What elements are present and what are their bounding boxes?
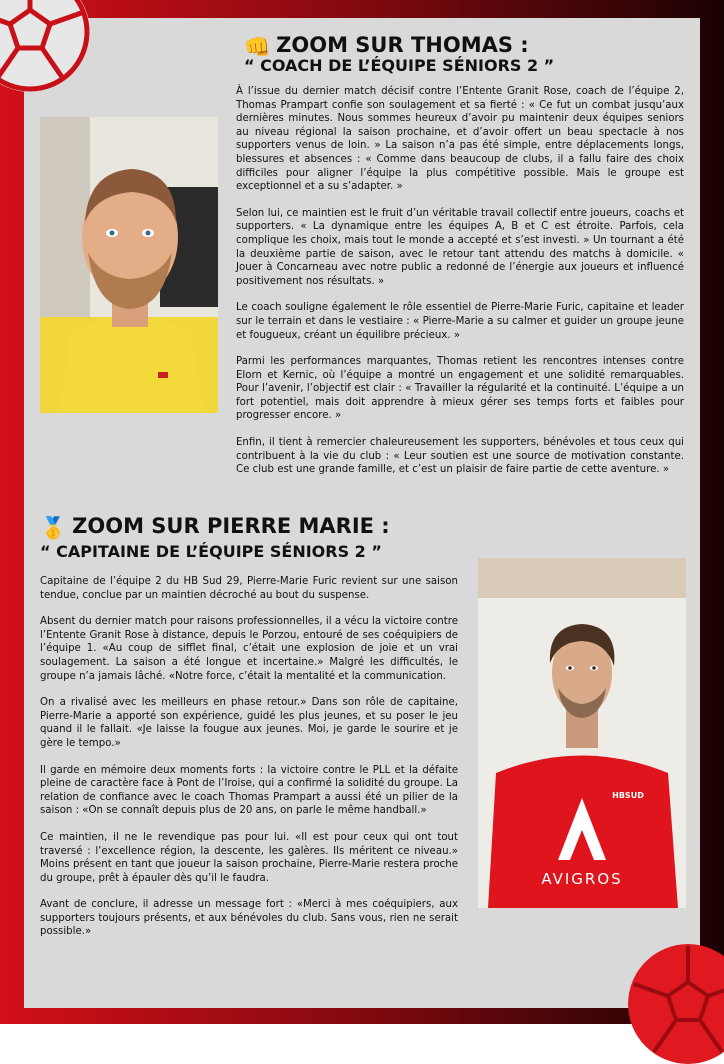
section1-subtitle: “ COACH DE L’ÉQUIPE SÉNIORS 2 ” [244, 56, 555, 75]
section2-paragraph: On a rivalisé avec les meilleurs en phase retour.» Dans son rôle de capitaine, Pierre-Marie a apporté son expérience, guidé les plus jeunes, et su poser le jeu quand il le fallait. «Je laisse la fougue aux jeunes. Moi, je garde le sourire et je gère le tempo.» [40, 697, 458, 749]
section2-title-text: ZOOM SUR PIERRE MARIE : [72, 514, 390, 538]
section1-paragraph: Selon lui, ce maintien est le fruit d’un véritable travail collectif entre joueurs, coachs et supporters. « La dynamique entre les équipes A, B et C est étroite. Parfois, cela complique les choix, mais tout le monde a accepté et s’est investi. » Un tournant a été la deuxième partie de saison, avec le retour tant attendu des matchs à domicile. « Jouer à Concarneau avec notre public a redonné de l’énergie aux joueurs et influencé positivement nos résultats. » [236, 207, 684, 287]
section2-subtitle: “ CAPITAINE DE L’ÉQUIPE SÉNIORS 2 ” [40, 542, 382, 561]
pierre-marie-photo [478, 558, 686, 908]
section1-title-text: ZOOM SUR THOMAS : [276, 33, 529, 57]
section2-paragraph: Capitaine de l’équipe 2 du HB Sud 29, Pierre-Marie Furic revient sur une saison tendue, conclue par un maintien décroché au bout du suspense. [40, 576, 458, 601]
section1-article [236, 85, 684, 490]
section2-paragraph: Il garde en mémoire deux moments forts : la victoire contre le PLL et la défaite pleine de caractère face à Pont de l’Iroise, qui a confirmé la solidité du groupe. La relation de confiance avec le coach Thomas Prampart a aussi été un pilier de la saison : «On se connaît depuis plus de 20 ans, on parle le même handball.» [40, 764, 458, 817]
section2-title [40, 514, 390, 541]
fist-icon: 👊 [244, 35, 271, 59]
section2-paragraph: Avant de conclure, il adresse un message fort : «Merci à mes coéquipiers, aux supporters toujours présents, et aux bénévoles du club. Sans vous, rien ne serait possible.» [40, 899, 458, 938]
section1-paragraph: Parmi les performances marquantes, Thomas retient les rencontres intenses contre Elorn et Kernic, où l’équipe a montré un engagement et une solidité remarquables. Pour l’avenir, l’objectif est clair : « Travailler la régularité et la continuité. L’équipe a un fort potentiel, mais doit apprendre à mieux gérer ses temps forts et faibles pour progresser encore. » [236, 356, 684, 422]
jersey-brand-text: HBSUD [612, 791, 644, 800]
section2-paragraph: Ce maintien, il ne le revendique pas pour lui. «Il est pour ceux qui ont tout traversé : l’excellence région, la descente, les galères. Ils méritent ce niveau.» Moins présent en tant que joueur la saison prochaine, Pierre-Marie restera proche du groupe, prêt à épauler dès qu’il le faudra. [40, 831, 458, 884]
section2-article [40, 575, 458, 952]
thomas-photo [40, 117, 218, 413]
section1-paragraph: À l’issue du dernier match décisif contre l’Entente Granit Rose, coach de l’équipe 2, Thomas Prampart confie son soulagement et sa fierté : « Ce fut un combat jusqu’aux dernières minutes. Nous sommes heureux d’avoir pu maintenir deux équipes seniors au niveau régional la saison prochaine, et d’avoir offert un beau spectacle à nos supporters venus de loin. » La saison n’a pas été simple, entre déplacements longs, blessures et absences : « Comme dans beaucoup de clubs, il a fallu faire des choix difficiles pour aligner l’équipe la plus compétitive possible. Mais le groupe est exceptionnel et a su s’adapter. » [236, 86, 684, 193]
jersey-sponsor-text: AVIGROS [541, 870, 623, 888]
gold-medal-icon: 🥇 [40, 516, 67, 540]
section1-paragraph: Enfin, il tient à remercier chaleureusement les supporters, bénévoles et tous ceux qui contribuent à la vie du club : « Leur soutien est une source de motivation constante. Ce club est une grande famille, et c’est un plaisir de faire partie de cette aventure. » [236, 437, 684, 476]
section2-paragraph: Absent du dernier match pour raisons professionnelles, il a vécu la victoire contre l’Entente Granit Rose à distance, depuis le Porzou, entouré de ses coéquipiers de l’équipe 1. «Au coup de sifflet final, c’était une explosion de joie et un vrai soulagement. La saison a été longue et incertaine.» Malgré les difficultés, le groupe n’a jamais lâché. «Notre force, c’était la mentalité et la communication. [40, 616, 458, 682]
section1-paragraph: Le coach souligne également le rôle essentiel de Pierre-Marie Furic, capitaine et leader sur le terrain et dans le vestiaire : « Pierre-Marie a su calmer et guider un groupe jeune et fougueux, créant un équilibre précieux. » [236, 302, 684, 341]
